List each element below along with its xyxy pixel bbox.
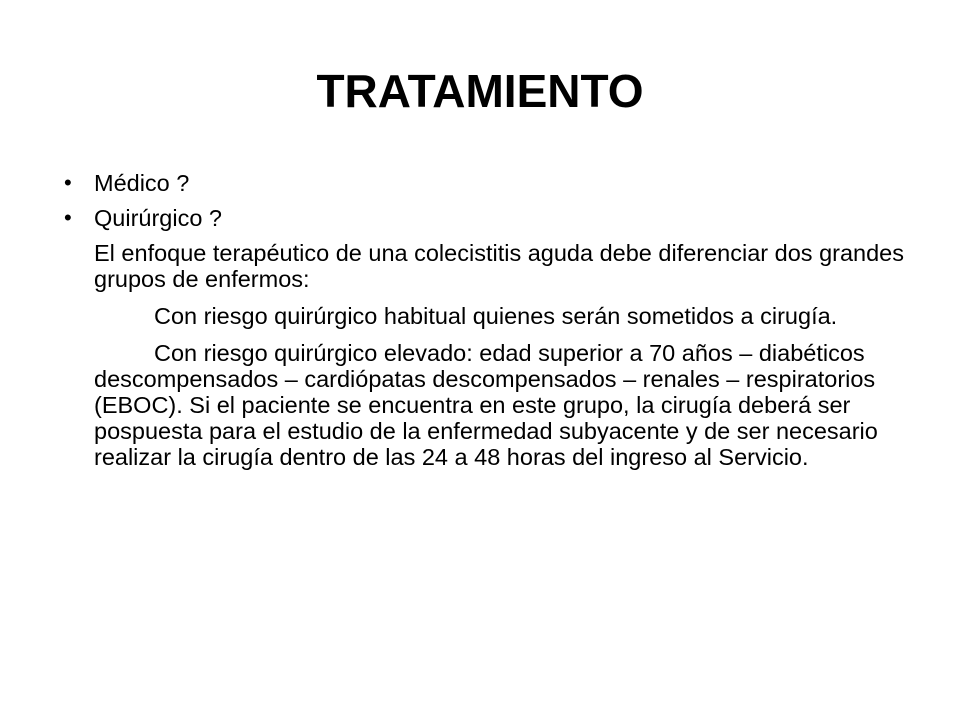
paragraph-text: Con riesgo quirúrgico habitual quienes serán sometidos a cirugía. — [154, 303, 838, 329]
paragraph-riesgo-elevado — [64, 340, 914, 470]
bullet-item-medico — [64, 170, 914, 196]
bullet-text: Médico ? — [94, 170, 190, 196]
paragraph-riesgo-habitual — [64, 303, 914, 329]
slide-content — [64, 170, 914, 481]
bullet-text: Quirúrgico ? — [94, 205, 222, 231]
paragraph-enfoque — [64, 240, 914, 292]
bullet-item-quirurgico — [64, 205, 914, 231]
slide-title: TRATAMIENTO — [316, 65, 644, 117]
paragraph-text: El enfoque terapéutico de una colecistitis aguda debe diferenciar dos grandes grupos de enfermos: — [94, 240, 904, 292]
bullet-icon: • — [64, 170, 72, 195]
paragraph-text: Con riesgo quirúrgico elevado: edad superior a 70 años – diabéticos descompensados – cardiópatas descompensados – renales – respiratorios (EBOC). Si el paciente se encuentra en este grupo, la cirugía deberá ser pospuesta para el estudio de la enfermedad subyacente y de ser necesario realizar la cirugía dentro de las 24 a 48 horas del ingreso al Servicio. — [94, 340, 878, 470]
bullet-icon: • — [64, 205, 72, 230]
